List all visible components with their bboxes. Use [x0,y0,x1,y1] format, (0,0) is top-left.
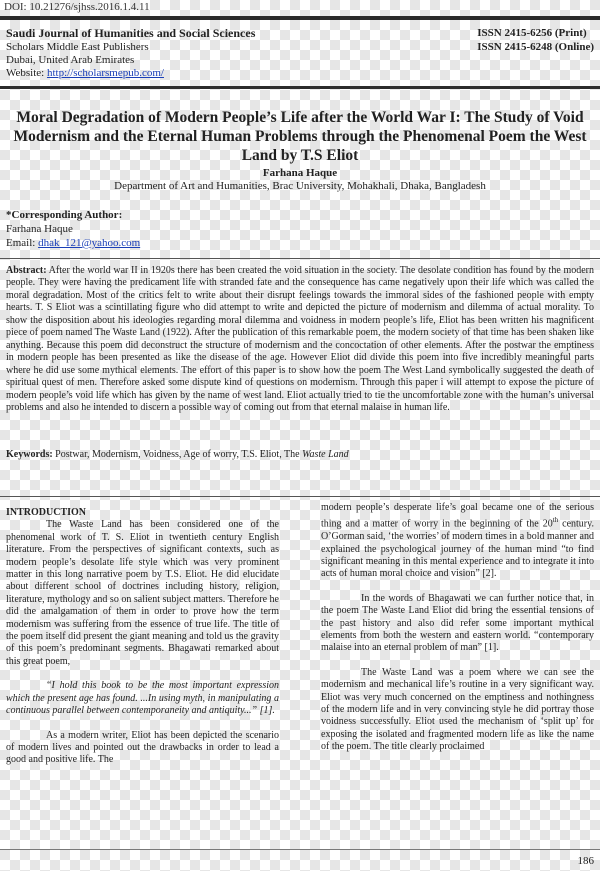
right-paragraph-1: modern people’s desperate life’s goal became one of the serious thing and a matter of worry in the beginning of the 20th century. O’Gorman said, ‘the worries’ of modern times in a bold manner and explained the psychological journey of the human mind “to find significant meaning in this mental experience and to integrate it into acts of human moral choice and vision” [2]. [321,502,594,580]
keywords-text: Postwar, Modernism, Voidness, Age of worry, T.S. Eliot, The [55,449,300,460]
issn-online: ISSN 2415-6248 (Online) [477,41,594,53]
abstract-label: Abstract: [6,265,47,276]
corresponding-author-block [6,208,140,250]
right-paragraph-2: In the words of Bhagawati we can further notice that, in the poem The Waste Land Eliot did bring the essential tensions of the past history and also did refer some important mythical elements from both the western and eastern world. “contemporary malaise into an eternal problem of man” [1]. [321,592,594,654]
footer-rule [0,849,600,850]
issn-block [477,26,594,54]
keywords-line [6,449,349,460]
email-line [6,236,140,250]
abstract-top-rule [0,258,600,259]
corresponding-name: Farhana Haque [6,223,73,235]
issn-print: ISSN 2415-6256 (Print) [477,27,587,39]
doi-text: DOI: 10.21276/sjhss.2016.1.4.11 [4,1,150,13]
journal-name: Saudi Journal of Humanities and Social Sciences [6,26,256,40]
abstract [6,265,594,414]
publisher-block [6,41,164,80]
author-name: Farhana Haque [262,167,338,179]
website-label: Website: [6,67,45,79]
keywords-rule [0,496,600,497]
header-rule [0,86,600,89]
abstract-text: After the world war II in 1920s there has been created the void situation in the society. The desolate condition has found by the modern people. They were having the predicament life with stranded fate and the consequence has came negatively upon their life which was called the moral degradation. Most of the critics felt to write about their disrupt feelings towards the immoral sides of the fashioned people with empty hearts. T. S Eliot was a scintillating figure who did attempt to write and depicted the picture of modernism and dilemma of actual morality. To show the disposition about his ideologies regarding moral dilemma and voidness in modern people’s life, Eliot has been written his magnificent piece of poem named The Waste Land (1922). After the publication of this remarkable poem, the modern society of that time has been shaken like anything. Because this poem did deconstruct the structure of modernism and the concoctation of other elements. After the postwar the emptiness in modern people has been presented as like the disease of the age. However Eliot did divide this poem into five incredibly meaningful parts where he did use some mythical elements. The effort of this paper is to show how the poem The West Land symbolically suggested the death of spiritual quest of men. Therefore asked some dispute kind of questions on modernism. Through this paper i will attempt to expose the picture of modern people’s void life which has given by the name of west land. Eliot actually tried to tie the uncomfortable zone with the human’s universal problems and also he intended to discern a possible way of coming out from that eternal malaise in human life. [6,265,594,413]
page-number: 186 [577,855,594,867]
article-title: Moral Degradation of Modern People’s Life after the World War I: The Study of Void Modernism and the Eternal Human Problems through the Phenomenal Poem the West Land by T.S Eliot [13,109,587,164]
left-column [6,507,279,767]
right-paragraph-3: The Waste Land was a poem where we can see the modernism and mechanical life’s routine in a very significant way. Eliot was very much concerned on the emptiness and nothingness of the modern life and in very convincing style he did portray those voidness successfully. Eliot used the mechanism of ‘split up’ for exposing the isolated and fragmented modern life as like the name of the poem. The title clearly proclaimed [321,666,594,753]
intro-paragraph-2: As a modern writer, Eliot has been depicted the scenario of modern lives and pointed out the drawbacks in order to lead a good and positive life. The [6,729,279,766]
publisher-location: Dubai, United Arab Emirates [6,54,135,66]
website-link[interactable]: http://scholarsmepub.com/ [46,67,164,79]
keywords-label: Keywords: [6,449,53,460]
intro-paragraph-1: The Waste Land has been considered one of the phenomenal work of T. S. Eliot in twentieth century English literature. From the perspectives of significant contexts, such as modern people’s desolate life style which was very prominent matter in this long narrative poem by T.S. Eliot. He did elucidate about different school of doctrines including history, religion, literature, mythology and so on salient subject matters. Therefore he did the amalgamation of them in order to prove how the term modernism was suffering from the essence of true life. The title of the poem itself did present the giant meaning and told us the gravity of this poem’s predominant segments. Bhagawati remarked about this great poem, [6,519,279,667]
website-line [6,67,164,80]
corresponding-label: *Corresponding Author: [6,209,123,221]
publisher-name: Scholars Middle East Publishers [6,41,149,53]
email-link[interactable]: dhak_121@yahoo.com [38,237,141,249]
right-column [321,502,594,754]
intro-heading: INTRODUCTION [6,507,87,518]
block-quote: “I hold this book to be the most important expression which the present age has found. ...In using myth, in manipulating a continuous parallel between contemporaneity and antiquity...” [1]. [6,680,279,717]
header-bar [0,16,600,20]
keywords-italic: Waste Land [302,449,349,460]
author-affiliation: Department of Art and Humanities, Brac University, Mohakhali, Dhaka, Bangladesh [114,180,486,192]
email-label: Email: [6,237,36,249]
